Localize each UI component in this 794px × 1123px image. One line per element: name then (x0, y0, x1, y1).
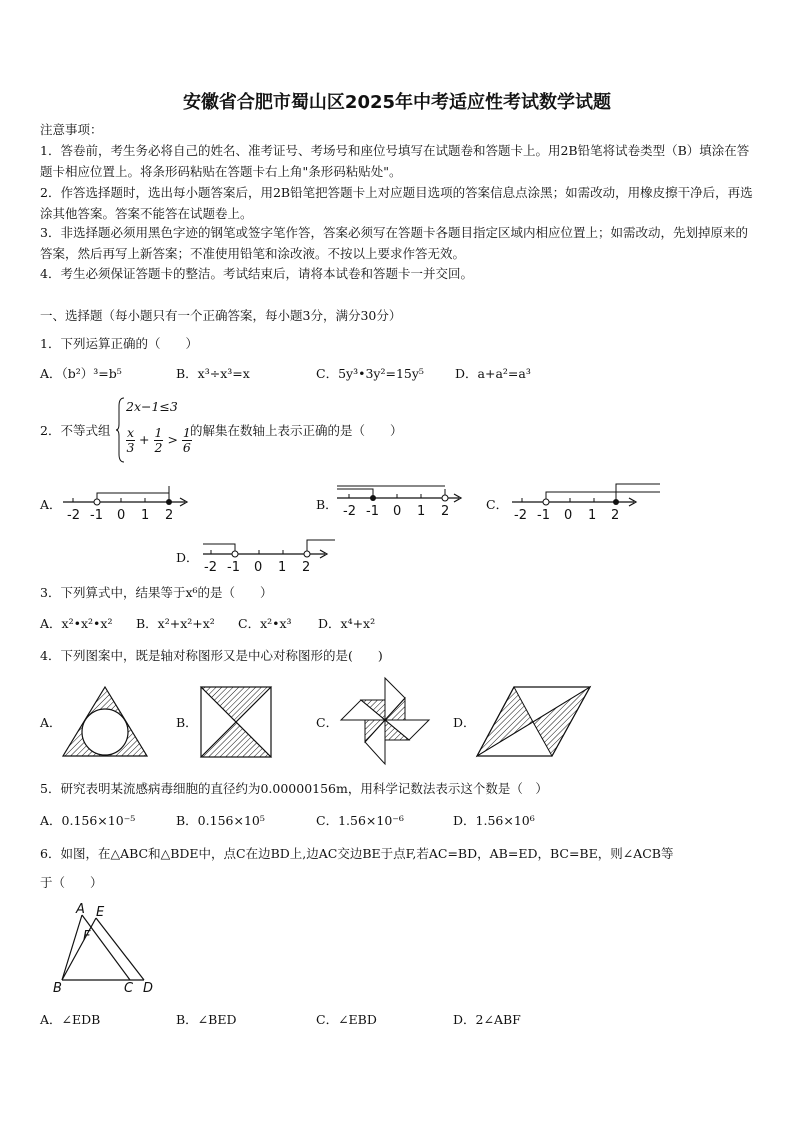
q6-option-d: D．2∠ABF (453, 1012, 521, 1027)
tick-label: -1 (537, 508, 550, 523)
tick-label: 1 (417, 504, 426, 519)
tick-label: -2 (343, 504, 356, 519)
notice-heading: 注意事项： (40, 122, 103, 137)
q3-option-b: B．x²+x²+x² (136, 616, 215, 631)
tick-label: 2 (165, 508, 174, 523)
point-label: B (53, 981, 62, 996)
figure-triangle-circle (61, 686, 149, 758)
point-label: E (96, 905, 105, 920)
q2-option-a: A． (40, 497, 62, 512)
notice-item-1: 1．答卷前，考生务必将自己的姓名、准考证号、考场号和座位号填写在试题卷和答题卡上。用2B铅笔将试卷类型（B）填涂在答题卡相应位置上。将条形码粘贴在答题卡右上角"条形码粘贴处"。 (40, 143, 750, 179)
q6-option-a: A．∠EDB (40, 1012, 101, 1027)
q4-stem: 4．下列图案中，既是轴对称图形又是中心对称图形的是( ) (40, 648, 383, 663)
q4-option-b: B． (176, 715, 198, 730)
q3-option-d: D．x⁴+x² (318, 616, 376, 631)
q1-stem: 1．下列运算正确的（ ） (40, 336, 198, 351)
frac1-num: x (127, 425, 135, 440)
figure-parallelogram (476, 686, 592, 758)
tick-label: 1 (588, 508, 597, 523)
tick-label: -2 (67, 508, 80, 523)
q2-option-b: B． (316, 497, 338, 512)
system-brace (116, 396, 126, 464)
section-heading: 一、选择题（每小题只有一个正确答案，每小题3分，满分30分） (40, 308, 402, 323)
tick-label: 2 (302, 560, 311, 575)
plus-sign: + (139, 432, 150, 447)
q5-stem: 5．研究表明某流感病毒细胞的直径约为0.00000156m，用科学记数法表示这个数是（ ） (40, 781, 548, 796)
q5-option-b: B．0.156×10⁵ (176, 813, 265, 828)
number-line-c (512, 482, 662, 524)
point-label: A (76, 902, 85, 917)
frac3-den: 6 (182, 440, 191, 455)
tick-label: 1 (278, 560, 287, 575)
tick-label: -1 (90, 508, 103, 523)
frac1-den: 3 (126, 440, 135, 455)
q4-option-c: C． (316, 715, 339, 730)
q1-option-c: C．5y³•3y²=15y⁵ (316, 366, 424, 381)
frac2-den: 2 (154, 440, 163, 455)
frac2-num: 1 (154, 425, 163, 440)
q1-option-b: B．x³÷x³=x (176, 366, 250, 381)
tick-label: 0 (117, 508, 126, 523)
tick-label: -1 (366, 504, 379, 519)
frac3-num: 1 (182, 425, 191, 440)
point-label: F (83, 929, 91, 944)
point-label: C (124, 981, 134, 996)
gt-sign: > (167, 432, 178, 447)
tick-label: 0 (254, 560, 263, 575)
q6-option-c: C．∠EBD (316, 1012, 377, 1027)
q2-option-d: D． (176, 550, 199, 565)
q5-option-d: D．1.56×10⁶ (453, 813, 535, 828)
number-line-d (203, 536, 338, 578)
figure-pinwheel (339, 676, 431, 766)
notice-item-4: 4．考生必须保证答题卡的整洁。考试结束后，请将本试卷和答题卡一并交回。 (40, 266, 473, 281)
q2-option-c: C． (486, 497, 509, 512)
q3-option-c: C．x²•x³ (238, 616, 292, 631)
number-line-a (63, 484, 193, 524)
q3-option-a: A．x²•x²•x² (40, 616, 113, 631)
tick-label: 0 (564, 508, 573, 523)
tick-label: -2 (204, 560, 217, 575)
q2-inequality-1: 2x−1≤3 (126, 399, 178, 414)
notice-item-3: 3．非选择题必须用黑色字迹的钢笔或签字笔作答，答案必须写在答题卡各题目指定区域内相应位置上；如需改动，先划掉原来的答案，然后再写上新答案；不准使用铅笔和涂改液。不按以上要求作答无效。 (40, 225, 748, 261)
q6-option-b: B．∠BED (176, 1012, 237, 1027)
tick-label: 2 (611, 508, 620, 523)
q6-stem: 6．如图，在△ABC和△BDE中，点C在边BD上,边AC交边BE于点F,若AC=BD，AB=ED，BC=BE，则∠ACB等 (40, 846, 674, 861)
notice-item-2: 2．作答选择题时，选出每小题答案后，用2B铅笔把答题卡上对应题目选项的答案信息点涂黑；如需改动，用橡皮擦干净后，再选涂其他答案。答案不能答在试题卷上。 (40, 185, 753, 221)
number-line-b (337, 484, 467, 524)
q5-option-c: C．1.56×10⁻⁶ (316, 813, 404, 828)
tick-label: 1 (141, 508, 150, 523)
q5-option-a: A．0.156×10⁻⁵ (40, 813, 136, 828)
q6-stem-continued: 于（ ） (40, 875, 103, 890)
figure-square (200, 686, 272, 758)
q1-option-d: D．a+a²=a³ (455, 366, 531, 381)
q2-prefix: 2．不等式组 (40, 423, 111, 438)
tick-label: -2 (514, 508, 527, 523)
q2-suffix: 的解集在数轴上表示正确的是（ ） (190, 423, 403, 438)
q4-option-a: A． (40, 715, 62, 730)
page-title: 安徽省合肥市蜀山区2025年中考适应性考试数学试题 (182, 92, 612, 113)
figure-triangles-abc-bde (52, 902, 162, 998)
tick-label: 0 (393, 504, 402, 519)
tick-label: -1 (227, 560, 240, 575)
q4-option-d: D． (453, 715, 476, 730)
q2-inequality-2 (126, 426, 192, 455)
tick-label: 2 (441, 504, 450, 519)
q3-stem: 3．下列算式中，结果等于x⁶的是（ ） (40, 585, 273, 600)
q1-option-a: A．（b²）³=b⁵ (40, 366, 122, 381)
point-label: D (143, 981, 154, 996)
